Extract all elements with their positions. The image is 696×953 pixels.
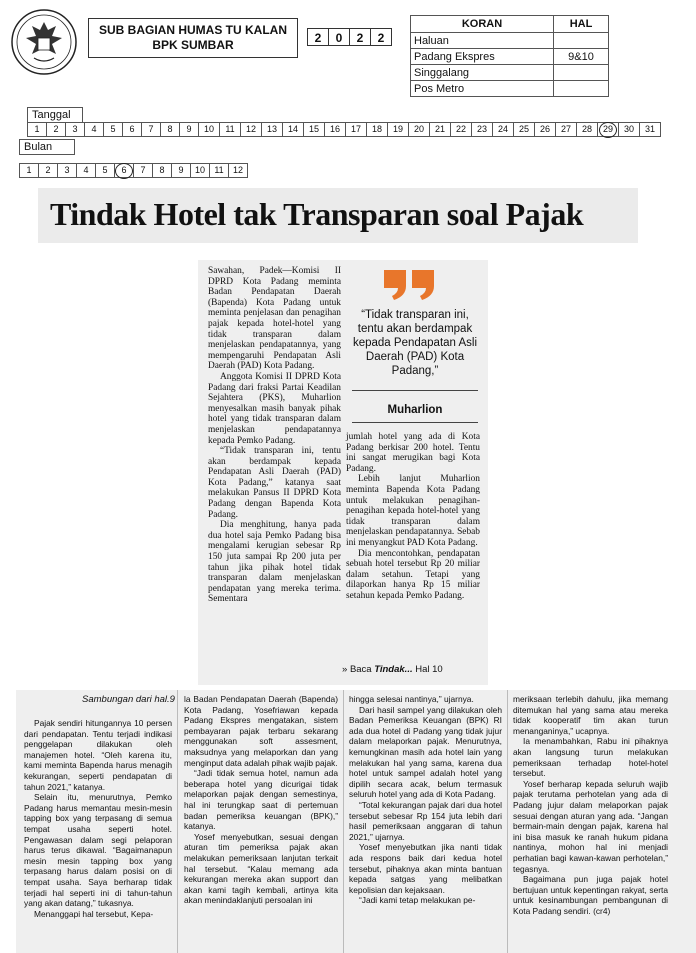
article-col2 [346, 432, 480, 602]
org-line2: BPK SUMBAR [152, 38, 234, 52]
continuation-col4 [513, 694, 668, 916]
day-cell: 8 [160, 122, 180, 137]
day-cell: 9 [179, 122, 199, 137]
continuation-col2 [184, 694, 338, 906]
bulan-label: Bulan [19, 139, 75, 155]
paragraph: meriksaan terlebih dahulu, jika memang ditemukan hal yang sama atau mereka tidak kooperatif tim akan turun menanganinya,” ucapnya. [513, 694, 668, 736]
day-cell: 4 [84, 122, 104, 137]
month-cell: 10 [190, 163, 210, 178]
paragraph: “Jadi tidak semua hotel, namun ada beberapa hotel yang dicurigai tidak melaporkan pajak dengan semestinya, hal ini terungkap saat di pertemuan badan pemeriksa keuangan (BPK),” katanya. [184, 768, 338, 832]
newspaper-hal [554, 81, 609, 97]
column-rule [343, 690, 344, 953]
table-row [411, 33, 609, 49]
sambungan-label: Sambungan dari hal.9 [82, 694, 175, 705]
paragraph: hingga selesai nantinya,” ujarnya. [349, 694, 474, 704]
month-cell: 1 [19, 163, 39, 178]
year-digit: 2 [370, 28, 392, 46]
day-cell: 1 [27, 122, 47, 137]
org-line1: SUB BAGIAN HUMAS TU KALAN [99, 23, 287, 37]
paragraph: jumlah hotel yang ada di Kota Padang berkisar 200 hotel. Tentu ini sangat merugikan bagi Kota Padang. [346, 432, 480, 474]
day-cell: 2 [46, 122, 66, 137]
month-cell: 4 [76, 163, 96, 178]
month-cell: 2 [38, 163, 58, 178]
day-cell: 25 [513, 122, 535, 137]
paragraph: Menanggapi hal tersebut, Kepa- [34, 908, 154, 919]
article-col1 [208, 266, 341, 605]
pull-quote: “Tidak transparan ini, tentu akan berdampak kepada Pendapatan Asli Daerah (PAD) Kota Padang,” [352, 309, 478, 377]
paragraph: Yosef menyebutkan jika nanti tidak ada respons baik dari kedua hotel tersebut, pihaknya akan minta bantuan kepada satgas yang melibatkan kepolisian dan kejaksaan. [349, 842, 502, 895]
hal-header: HAL [554, 16, 609, 33]
paragraph: “Jadi kami tetap melakukan pe- [359, 895, 476, 906]
day-cell: 19 [387, 122, 409, 137]
quote-divider [352, 422, 478, 423]
paragraph: “Total kekurangan pajak dari dua hotel tersebut sebesar Rp 154 juta lebih dari hasil pemeriksaan anggaran di tahun 2021,” ujarnya. [349, 799, 502, 842]
day-cell: 6 [122, 122, 142, 137]
day-cell: 14 [282, 122, 304, 137]
garuda-emblem-icon [10, 8, 78, 76]
day-cell: 11 [219, 122, 241, 137]
day-cell: 30 [618, 122, 640, 137]
day-cell: 23 [471, 122, 493, 137]
day-cell: 5 [103, 122, 123, 137]
day-cell: 20 [408, 122, 430, 137]
newspaper-name: Pos Metro [411, 81, 554, 97]
continuation-col1 [24, 718, 172, 919]
day-cell: 15 [303, 122, 325, 137]
day-cell: 31 [639, 122, 661, 137]
table-row [411, 81, 609, 97]
newspaper-name: Padang Ekspres [411, 49, 554, 65]
paragraph: Anggota Komisi II DPRD Kota Padang dari fraksi Partai Keadilan Sejahtera (PKS), Muharlion menyesalkan masih banyak pihak hotel yang tidak transparan dalam menjelaskan pendapatannya kepada Pemko Padang. [208, 371, 341, 446]
month-cell: 9 [171, 163, 191, 178]
tanggal-label: Tanggal [27, 107, 83, 123]
paragraph: Selain itu, menurutnya, Pemko Padang harus memantau mesin-mesin tapping box yang terpasang di semua tempat usaha seperti hotel. Pengawasan dalam segi pelaporan harus terus dikawal. “Bagaimanapun mesin mesin tapping box yang terpasang harus dalam posisi on di tempat usaha. Saya berharap tidak terjadi hal seperti ini di tahun-tahun yang akan datang,” tukasnya. [24, 792, 172, 909]
newspaper-hal [554, 33, 609, 49]
headline: Tindak Hotel tak Transparan soal Pajak [50, 196, 584, 232]
paragraph: Pajak sendiri hitungannya 10 persen dari pendapatan. Tentu terjadi indikasi penggelapan dilakukan oleh manajemen hotel. “Oleh karena itu, kami meminta Bapenda harus menagih kekurangan, seperti pendapatan di tahun 2021,” katanya. [24, 718, 172, 792]
day-cell: 12 [240, 122, 262, 137]
year-digit: 2 [349, 28, 371, 46]
month-cell: 5 [95, 163, 115, 178]
paragraph: Yosef berharap kepada seluruh wajib pajak terutama perhotelan yang ada di Padang jujur dalam melaporkan pajak sesuai dengan aturan yang ada. “Jangan bermain-main dengan pajak, karena hal ini bisa masuk ke ranah hukum pidana nantinya, mohon hal ini menjadi perhatian bagi kawan-kawan perhotelan,” tegasnya. [513, 778, 668, 874]
quote-mark-icon [380, 266, 440, 307]
month-cell: 11 [209, 163, 229, 178]
newspaper-name: Haluan [411, 33, 554, 49]
paragraph: “Tidak transparan ini, tentu akan berdampak kepada Pendapatan Asli Daerah (PAD) Kota Padang,” katanya saat melakukan Pansus II DPRD Kota Padang dengan Bapenda Kota Padang. [208, 446, 341, 520]
quote-divider [352, 390, 478, 391]
day-row [27, 122, 660, 137]
paragraph: Ia menambahkan, Rabu ini pihaknya akan langsung turun melakukan pemeriksaan terhadap hotel-hotel tersebut. [513, 736, 668, 779]
month-cell: 7 [133, 163, 153, 178]
column-rule [177, 690, 178, 953]
day-cell: 7 [141, 122, 161, 137]
continued-line [342, 664, 443, 675]
day-cell: 3 [65, 122, 85, 137]
newspaper-table [410, 15, 609, 97]
year-boxes [307, 28, 391, 46]
column-rule [507, 690, 508, 953]
paragraph: Dia menghitung, hanya pada dua hotel saja Pemko Padang bisa mengalami kerugian sebesar Rp 150 juta sampai Rp 200 juta per tahun jika pihak hotel tidak transparan dalam menjelaskan pendapatan yang mereka terima. Sementara [208, 520, 341, 605]
day-cell: 13 [261, 122, 283, 137]
org-box [88, 18, 298, 58]
continued-page: Hal 10 [415, 664, 443, 675]
paragraph: Dia mencontohkan, pendapatan sebuah hotel tersebut Rp 20 miliar dalam setahun. Tetapi yang dilaporkan hanya Rp 15 miliar setahun kepada Pemko Padang. [346, 548, 480, 601]
month-cell: 8 [152, 163, 172, 178]
day-cell: 24 [492, 122, 514, 137]
quote-author: Muharlion [387, 404, 443, 416]
day-cell: 18 [366, 122, 388, 137]
day-cell: 22 [450, 122, 472, 137]
newspaper-hal [554, 65, 609, 81]
year-digit: 0 [328, 28, 350, 46]
day-cell: 29 [597, 122, 619, 137]
day-cell: 26 [534, 122, 556, 137]
arrow-icon: » [342, 664, 348, 675]
continued-prefix: Baca [349, 664, 372, 675]
day-cell: 17 [345, 122, 367, 137]
paragraph: Yosef menyebutkan, sesuai dengan aturan tim pemeriksa pajak akan melakukan pemeriksaan lanjutan terkait hal tersebut. “Kalau memang ada kekurangan mereka akan support dan akan kami tagih kembali, artinya kita akan menindaklanjuti persoalan ini [184, 831, 338, 906]
newspaper-name: Singgalang [411, 65, 554, 81]
paragraph: Lebih lanjut Muharlion meminta Bapenda Kota Padang untuk melakukan penagihan-penagihan kepada hotel-hotel yang tidak transparan dalam menjelaskan pendapatannya. Sebab ini menyangkut PAD Kota Padang. [346, 474, 480, 548]
month-cell: 6 [114, 163, 134, 178]
koran-header: KORAN [411, 16, 554, 33]
paragraph: Bagaimana pun juga pajak hotel bertujuan untuk kepentingan rakyat, serta untuk kesinambungan pembangunan di Kota Padang sendiri. (cr4) [513, 874, 668, 916]
newspaper-hal: 9&10 [554, 49, 609, 65]
table-row [411, 65, 609, 81]
table-row [411, 49, 609, 65]
paragraph: la Badan Pendapatan Daerah (Bapenda) Kota Padang, Yosefriawan kepada Padang Ekspres mengatakan, sistem pembayaran pajak terbaru sekarang menggunakan soft assesment, maksudnya yang melaporkan dan yang menginput data adalah pihak wajib pajak. [184, 694, 338, 768]
month-cell: 12 [228, 163, 248, 178]
day-cell: 10 [198, 122, 220, 137]
day-cell: 27 [555, 122, 577, 137]
continued-word: Tindak... [374, 664, 413, 675]
paragraph: Dari hasil sampel yang dilakukan oleh Badan Pemeriksa Keuangan (BPK) RI ada dua hotel di Padang yang tidak jujur dalam melaporkan pajak. Menurutnya, kemungkinan masih ada hotel lain yang melakukan hal yang sama, karena dua hotel untuk sampel adalah hotel yang dipilih secara acak, belum termasuk seluruh hotel yang ada di Kota Padang. [349, 704, 502, 800]
day-cell: 21 [429, 122, 451, 137]
paragraph: Sawahan, Padek—Komisi II DPRD Kota Padang meminta Badan Pendapatan Daerah (Bapenda) Kota Padang untuk meminta penjelasan dan penagihan pajak kepada hotel-hotel yang tidak transparan dalam menjelaskan pendapatannya, yang mempengaruhi Pendapatan Asli Daerah (PAD) Kota Padang. [208, 266, 341, 372]
day-cell: 16 [324, 122, 346, 137]
month-cell: 3 [57, 163, 77, 178]
day-cell: 28 [576, 122, 598, 137]
month-row [19, 163, 247, 178]
year-digit: 2 [307, 28, 329, 46]
continuation-col3 [349, 694, 502, 906]
